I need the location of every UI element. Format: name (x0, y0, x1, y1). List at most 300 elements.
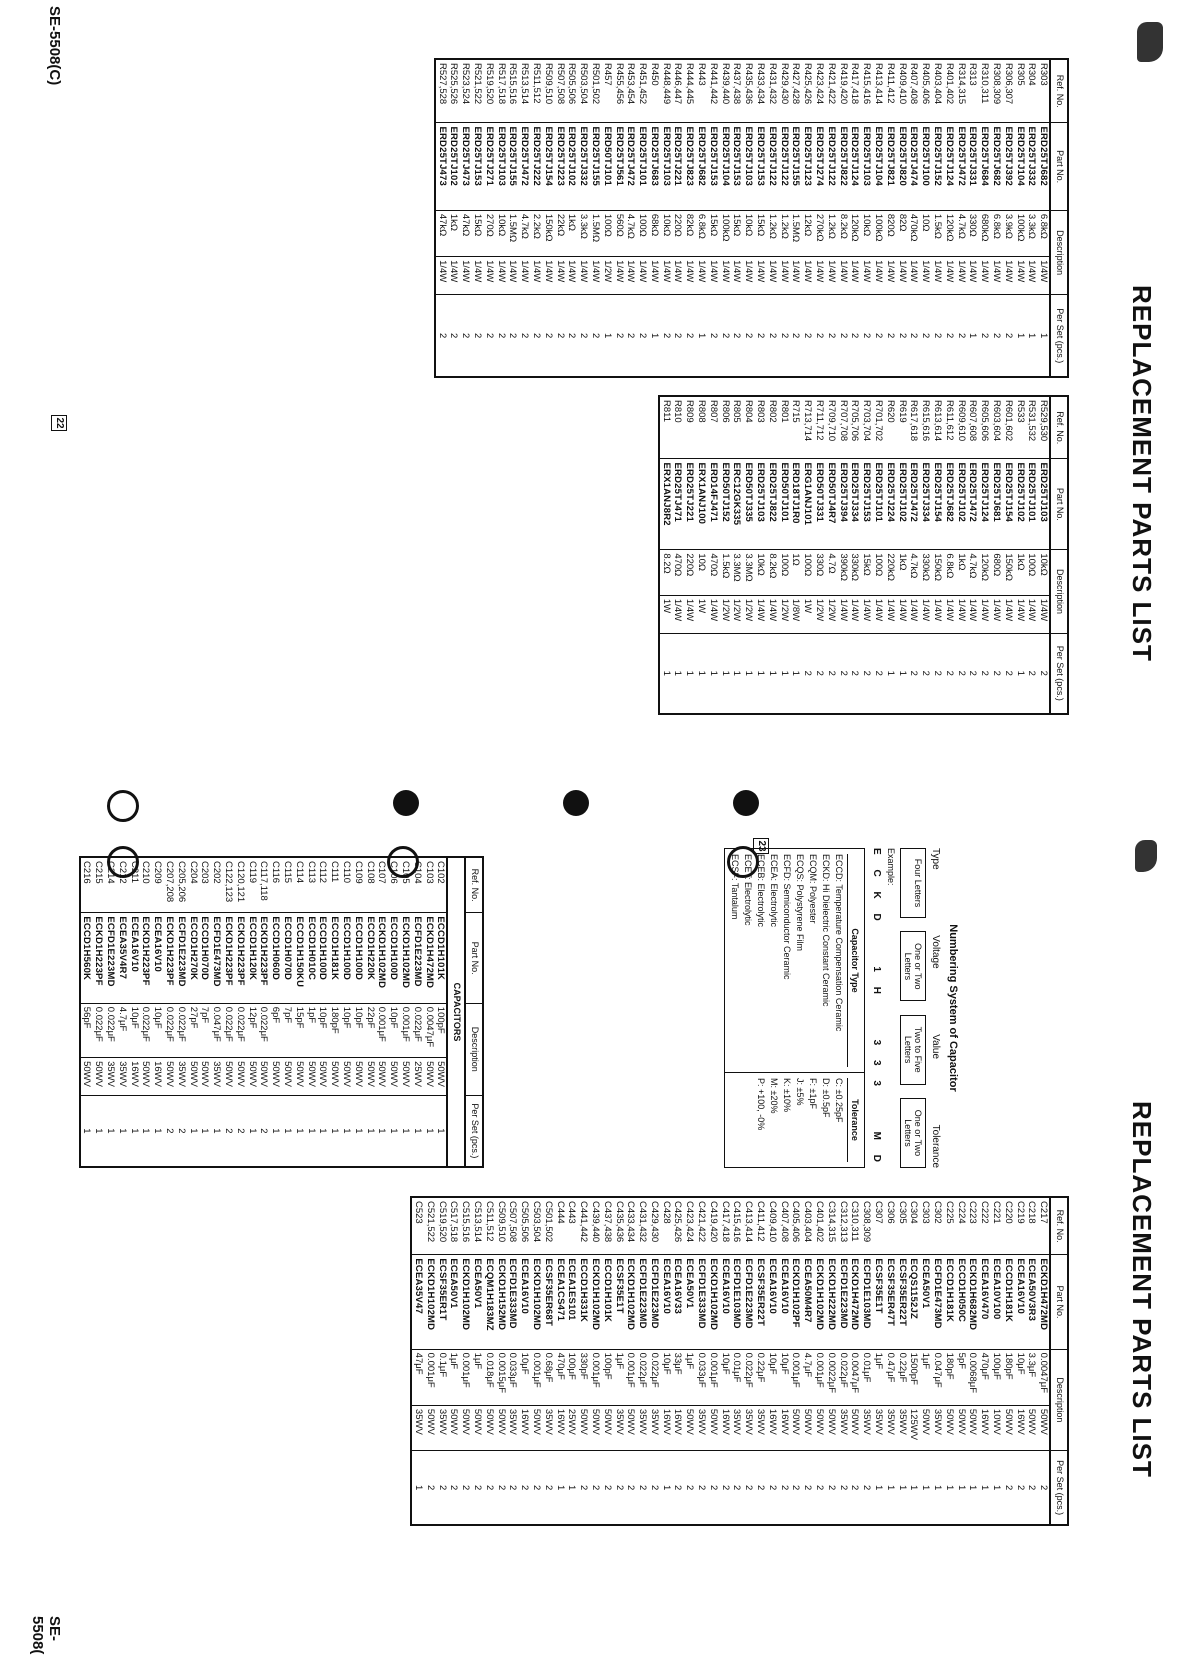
desc-rating: 1/4W (790, 257, 802, 295)
ref-no: C103 (423, 861, 435, 884)
part-no: ERD25TJ223 (554, 123, 566, 210)
ref-no: R411,412 (884, 63, 896, 104)
desc-value: 0.001μF (589, 1349, 601, 1405)
part-no: ERD25TJ122 (778, 123, 790, 210)
per-set: 2 (766, 1451, 778, 1525)
capacitor-type-header: Capacitor Type (847, 854, 861, 1067)
per-set: 1 (943, 1451, 955, 1525)
ref-no: C407,408 (778, 1201, 790, 1243)
per-set: 1 (731, 633, 743, 714)
desc-rating: 35WV (754, 1405, 766, 1450)
desc-rating: 50WV (601, 1405, 613, 1450)
desc-value: 0.001μF (625, 1349, 637, 1405)
ref-no: R513,514 (519, 63, 531, 105)
desc-value: 330kΩ (849, 550, 861, 596)
ref-no: C521,522 (424, 1201, 436, 1243)
example-type: E C K D (871, 848, 882, 927)
table-row (778, 1197, 790, 1525)
per-set: 2 (908, 295, 920, 377)
desc-value: 10μF (719, 1349, 731, 1405)
ref-no: C109 (352, 861, 364, 884)
part-no: ECKD1H102MD (589, 1255, 601, 1349)
table-row (128, 857, 140, 1167)
part-no: ECCD1H070D (199, 913, 211, 1003)
desc-value: 5pF (955, 1349, 967, 1405)
part-no: ECKD1H102MD (376, 913, 388, 1003)
per-set: 2 (754, 1451, 766, 1525)
ref-no: R529,530 (1038, 400, 1050, 442)
desc-rating: 1/4W (967, 595, 979, 633)
desc-value: 1μF (471, 1349, 483, 1405)
desc-value: 47kΩ (459, 210, 471, 256)
table-row (471, 59, 483, 377)
col-desc: Description (1050, 210, 1068, 295)
ref-no: R805 (731, 400, 743, 423)
part-no: ECEA50V1 (448, 1255, 460, 1349)
part-no: ERG1ANJ101 (801, 459, 813, 550)
per-set: 1 (754, 633, 766, 714)
part-no: ERC12GK335 (731, 459, 743, 550)
ref-no: C405,406 (790, 1201, 802, 1243)
per-set: 2 (955, 633, 967, 714)
desc-value: 12pF (246, 1003, 258, 1057)
part-no: ECSF35E1T (872, 1255, 884, 1349)
ref-no: R713,714 (802, 400, 814, 442)
part-no: ERD25TJ154 (931, 459, 943, 550)
desc-value: 47kΩ (435, 210, 448, 256)
desc-rating: 1W (801, 595, 813, 633)
part-no: ECKD1H102MD (530, 1255, 542, 1349)
desc-rating: 1/2W (825, 595, 837, 633)
desc-value: 1μF (919, 1349, 931, 1405)
desc-value: 0.1μF (436, 1349, 448, 1405)
desc-value: 10Ω (695, 550, 707, 596)
ref-no: R423,424 (814, 63, 826, 105)
desc-value: 1.2kΩ (825, 210, 837, 256)
desc-value: 0.001μF (376, 1003, 388, 1057)
part-no: ERD25TJ100 (919, 123, 931, 210)
box-value: Two to Five Letters (900, 1015, 926, 1085)
ref-no: C519,520 (436, 1201, 448, 1243)
table-row (931, 396, 943, 714)
ref-no: R310,311 (979, 63, 991, 104)
part-no: ERD25TJ682 (1037, 123, 1050, 210)
desc-rating: 50WV (955, 1405, 967, 1450)
desc-rating: 50WV (340, 1058, 352, 1096)
part-no: ERD25TJ682 (943, 459, 955, 550)
per-set: 2 (978, 295, 990, 377)
desc-rating: 50WV (790, 1405, 802, 1450)
desc-value: 10pF (387, 1003, 399, 1057)
ref-no: R413,414 (873, 63, 885, 105)
ref-no: R415,416 (861, 63, 873, 105)
part-no: ECEA16V10 (766, 1255, 778, 1349)
desc-value: 0.0047μF (423, 1003, 435, 1057)
table-row (896, 396, 908, 714)
ref-no: C115 (282, 861, 294, 884)
col-part: Part No. (1050, 1255, 1068, 1349)
col-per-set: Per Set (pcs.) (1050, 633, 1068, 714)
table-row (1002, 396, 1014, 714)
per-set: 1 (1026, 295, 1038, 377)
desc-rating: 35WV (613, 1405, 625, 1450)
ref-no: C513,514 (471, 1201, 483, 1243)
per-set: 2 (801, 1451, 813, 1525)
per-set: 2 (943, 295, 955, 377)
desc-value: 680Ω (990, 550, 1002, 596)
ref-no: C209 (152, 861, 164, 884)
per-set: 1 (919, 1451, 931, 1525)
ref-no: R603,604 (991, 400, 1003, 442)
col-ref: Ref. No. (465, 857, 483, 913)
per-set: 1 (908, 1451, 920, 1525)
ref-no: C207,208 (164, 861, 176, 903)
tolerance-header: Tolerance (847, 1078, 861, 1162)
table-row (825, 1197, 837, 1525)
table-row (884, 396, 896, 714)
type-item: ECFD: Semiconductor Ceramic (782, 854, 792, 980)
col-ref: Ref. No. (1050, 1197, 1068, 1255)
desc-value: 4.7μF (116, 1003, 128, 1057)
desc-rating: 35WV (636, 1405, 648, 1450)
per-set: 1 (742, 633, 754, 714)
desc-rating: 1/4W (459, 257, 471, 295)
part-no: ERD25TJ332 (577, 123, 589, 210)
ref-no: C437,438 (601, 1201, 613, 1243)
desc-value: 0.022μF (222, 1003, 234, 1057)
ref-no: R431,432 (766, 63, 778, 105)
tolerance-item: J: ±5% (795, 1078, 805, 1106)
per-set: 2 (742, 295, 754, 377)
per-set: 1 (1014, 295, 1026, 377)
table-row (742, 1197, 754, 1525)
per-set: 2 (919, 633, 931, 714)
part-no: ERD25TJ472 (967, 459, 979, 550)
per-set: 2 (163, 1095, 175, 1167)
desc-value: 3.3kΩ (1026, 210, 1038, 256)
desc-rating: 1/4W (566, 257, 578, 295)
desc-value: 0.022μF (258, 1003, 270, 1057)
ref-no: R419,420 (837, 63, 849, 105)
per-set: 2 (1026, 1451, 1038, 1525)
part-no: ECCD1H100D (387, 913, 399, 1003)
table-row (435, 59, 448, 377)
per-set: 2 (707, 295, 719, 377)
desc-value: 150kΩ (931, 550, 943, 596)
part-no: ECFD1E223MD (648, 1255, 660, 1349)
per-set: 2 (554, 295, 566, 377)
desc-value: 100Ω (601, 210, 613, 256)
desc-rating: 10WV (990, 1405, 1002, 1450)
part-no: ECEA35V4R7 (116, 913, 128, 1003)
desc-value: 10kΩ (660, 210, 672, 256)
desc-rating: 35WV (695, 1405, 707, 1450)
table-row (1002, 59, 1014, 377)
desc-rating: 1/4W (978, 257, 990, 295)
part-no: ERD25TJ153 (707, 123, 719, 210)
part-no: ERD25TJ103 (1037, 459, 1050, 550)
part-no: ECEA50M4R7 (801, 1255, 813, 1349)
ref-no: R811 (660, 400, 672, 423)
desc-value: 0.047μF (931, 1349, 943, 1405)
part-no: ECEA1CS471 (554, 1255, 566, 1349)
per-set: 2 (648, 1451, 660, 1525)
table-row (766, 59, 778, 377)
desc-value: 1μF (684, 1349, 696, 1405)
desc-value: 560Ω (613, 210, 625, 256)
desc-value: 82kΩ (684, 210, 696, 256)
desc-rating: 50WV (707, 1405, 719, 1450)
per-set: 2 (222, 1095, 234, 1167)
table-row (766, 1197, 778, 1525)
desc-value: 4.7kΩ (967, 550, 979, 596)
table-row (943, 59, 955, 377)
part-no: ERD25TJ271 (483, 123, 495, 210)
binder-hole-icon (733, 790, 759, 816)
table-row (507, 59, 519, 377)
desc-rating: 50WV (684, 1405, 696, 1450)
part-no: ERD25TJ153 (471, 123, 483, 210)
numbering-heading: Numbering System of Capacitor (947, 924, 959, 1092)
desc-rating: 16WV (518, 1405, 530, 1450)
table-row (684, 59, 696, 377)
resistor-table-right (658, 395, 1069, 715)
table-row (872, 1197, 884, 1525)
ref-no: R515,516 (507, 63, 519, 105)
ref-no: R519,520 (483, 63, 495, 105)
table-row (955, 59, 967, 377)
desc-value: 1kΩ (955, 550, 967, 596)
table-row (625, 1197, 637, 1525)
table-row (955, 396, 967, 714)
part-no: ECKD1H102PF (790, 1255, 802, 1349)
part-no: ECFD1E223MD (104, 913, 116, 1003)
page-title: REPLACEMENT PARTS LIST (1127, 1101, 1157, 1478)
table-row (967, 1197, 979, 1525)
per-set: 2 (849, 295, 861, 377)
part-no: ECEA16V10 (719, 1255, 731, 1349)
ref-no: R601,602 (1002, 400, 1014, 442)
desc-value: 680kΩ (978, 210, 990, 256)
part-no: ECKD1H223PF (93, 913, 105, 1003)
table-row (1037, 59, 1050, 377)
desc-rating: 35WV (436, 1405, 448, 1450)
part-no: ERD25TJ684 (978, 123, 990, 210)
table-row (813, 396, 825, 714)
desc-rating: 50WV (825, 1405, 837, 1450)
desc-value: 0.01μF (860, 1349, 872, 1405)
ref-no: R421,422 (825, 63, 837, 105)
per-set: 2 (1037, 1451, 1050, 1525)
col-desc: Description (1050, 550, 1068, 633)
desc-value: 68kΩ (648, 210, 660, 256)
per-set: 1 (659, 633, 672, 714)
col-desc: Description (1050, 1349, 1068, 1451)
part-no: ECSF35ER47T (884, 1255, 896, 1349)
table-row (731, 1197, 743, 1525)
part-no: ECEA16V33 (672, 1255, 684, 1349)
part-no: ERD50TJ4R7 (825, 459, 837, 550)
desc-rating: 50WV (801, 1405, 813, 1450)
per-set: 1 (293, 1095, 305, 1167)
table-row (423, 857, 435, 1167)
per-set: 2 (175, 1095, 187, 1167)
per-set: 2 (919, 295, 931, 377)
box-tolerance: One or Two Letters (900, 1098, 926, 1168)
part-no: ERD25TJ473 (435, 123, 448, 210)
capacitor-table-right (410, 1196, 1069, 1526)
per-set: 2 (967, 633, 979, 714)
model-number: SE-5508(C) (46, 6, 63, 86)
table-row (435, 857, 448, 1167)
table-row (884, 1197, 896, 1525)
per-set: 2 (860, 295, 872, 377)
ref-no: C308,309 (861, 1201, 873, 1243)
desc-rating: 1/4W (695, 257, 707, 295)
per-set: 2 (990, 295, 1002, 377)
desc-value: 1.2kΩ (766, 210, 778, 256)
desc-value: 100Ω (1026, 550, 1038, 596)
per-set: 2 (837, 633, 849, 714)
per-set: 2 (731, 1451, 743, 1525)
ref-no: R619 (896, 400, 908, 423)
ref-no: R617,618 (908, 400, 920, 442)
part-no: ECFD1E223MD (837, 1255, 849, 1349)
numbering-boxes (900, 848, 926, 1168)
tolerance-item: P: +100, -0% (756, 1078, 766, 1131)
ref-no: R313 (967, 63, 979, 86)
part-no: ERD25TJ334 (919, 459, 931, 550)
ref-no: R701,702 (873, 400, 885, 442)
table-row (660, 1197, 672, 1525)
desc-value: 1.2kΩ (778, 210, 790, 256)
part-no: ERD25TJ122 (766, 123, 778, 210)
per-set: 2 (884, 295, 896, 377)
ref-no: R709,710 (825, 400, 837, 442)
per-set: 2 (813, 1451, 825, 1525)
part-no: ECFD1E103MD (860, 1255, 872, 1349)
per-set: 1 (672, 633, 684, 714)
ref-no: R802 (766, 400, 778, 423)
part-no: ERD25TJ104 (1014, 123, 1026, 210)
desc-rating: 1/4W (896, 257, 908, 295)
ref-no: C431,432 (637, 1201, 649, 1243)
desc-value: 470μF (554, 1349, 566, 1405)
desc-value: 56pF (80, 1003, 93, 1057)
example-tolerance: M D (871, 1131, 882, 1168)
example-code (871, 848, 882, 1168)
table-row (754, 1197, 766, 1525)
part-no: ECKD1H472MD (849, 1255, 861, 1349)
box-type: Four Letters (900, 848, 926, 918)
table-row (554, 59, 566, 377)
part-no: ERD25TJ122 (825, 123, 837, 210)
part-no: ECCD1H050C (955, 1255, 967, 1349)
desc-rating: 50WV (222, 1058, 234, 1096)
desc-value: 10kΩ (860, 210, 872, 256)
desc-value: 4.7kΩ (518, 210, 530, 256)
per-set: 1 (1037, 295, 1050, 377)
per-set: 1 (411, 1095, 423, 1167)
desc-value: 220Ω (684, 550, 696, 596)
desc-rating: 35WV (507, 1405, 519, 1450)
desc-value: 120kΩ (978, 550, 990, 596)
part-no: ERD25TJ331 (967, 123, 979, 210)
desc-rating: 1/4W (931, 595, 943, 633)
table-row (80, 857, 93, 1167)
table-row (919, 1197, 931, 1525)
part-no: ECKD1H682MD (967, 1255, 979, 1349)
desc-value: 10kΩ (1037, 550, 1050, 596)
capacitors-section-label: CAPACITORS (447, 857, 465, 1167)
tolerance-item: M: ±20% (769, 1078, 779, 1114)
desc-rating: 1/4W (1037, 595, 1050, 633)
per-set: 2 (258, 1095, 270, 1167)
per-set: 2 (459, 295, 471, 377)
desc-rating: 1/4W (884, 257, 896, 295)
desc-rating: 50WV (919, 1405, 931, 1450)
ref-no: C439,440 (589, 1201, 601, 1243)
per-set: 1 (305, 1095, 317, 1167)
desc-value: 22kΩ (554, 210, 566, 256)
desc-value: 100pF (601, 1349, 613, 1405)
ref-no: C417,418 (719, 1201, 731, 1243)
table-row (872, 59, 884, 377)
desc-value: 470Ω (707, 550, 719, 596)
desc-value: 15kΩ (754, 210, 766, 256)
label-type: Type (930, 848, 941, 870)
part-no: ECFD1E223MD (175, 913, 187, 1003)
table-row (919, 59, 931, 377)
part-no: ECCD1H120K (246, 913, 258, 1003)
part-no: ERD25TJ471 (672, 459, 684, 550)
ref-no: C515,516 (460, 1201, 472, 1243)
desc-value: 150kΩ (1002, 550, 1014, 596)
table-row (896, 1197, 908, 1525)
ref-no: C214 (105, 861, 117, 884)
per-set: 1 (601, 295, 613, 377)
desc-rating: 1/4W (542, 257, 554, 295)
type-item: ECKD: Hi Dielectric Constant Ceramic (821, 854, 831, 1007)
table-row (163, 857, 175, 1167)
part-no: ECSF35ER1T (436, 1255, 448, 1349)
part-no: ERD25TJ682 (695, 123, 707, 210)
table-row (305, 857, 317, 1167)
table-row (577, 1197, 589, 1525)
example-voltage: 1 H (871, 966, 882, 1000)
ref-no: C507,508 (507, 1201, 519, 1243)
ref-no: C223 (967, 1201, 979, 1224)
per-set: 2 (872, 295, 884, 377)
desc-value: 0.001μF (707, 1349, 719, 1405)
desc-rating: 1/4W (448, 257, 460, 295)
table-row (778, 396, 790, 714)
part-no: ERD25TJ103 (660, 123, 672, 210)
desc-rating: 35WV (411, 1405, 424, 1450)
part-no: ERD25TJ102 (896, 459, 908, 550)
ref-no: C423,424 (684, 1201, 696, 1243)
desc-rating: 50WV (483, 1405, 495, 1450)
ref-no: R417,418 (849, 63, 861, 105)
ref-no: C205,206 (175, 861, 187, 903)
ref-no: R511,512 (530, 63, 542, 104)
table-row (943, 1197, 955, 1525)
part-no: ERD50TJ101 (778, 459, 790, 550)
part-no: ECKD1H223PF (163, 913, 175, 1003)
desc-value: 1μF (872, 1349, 884, 1405)
per-set: 1 (281, 1095, 293, 1167)
table-row (978, 59, 990, 377)
